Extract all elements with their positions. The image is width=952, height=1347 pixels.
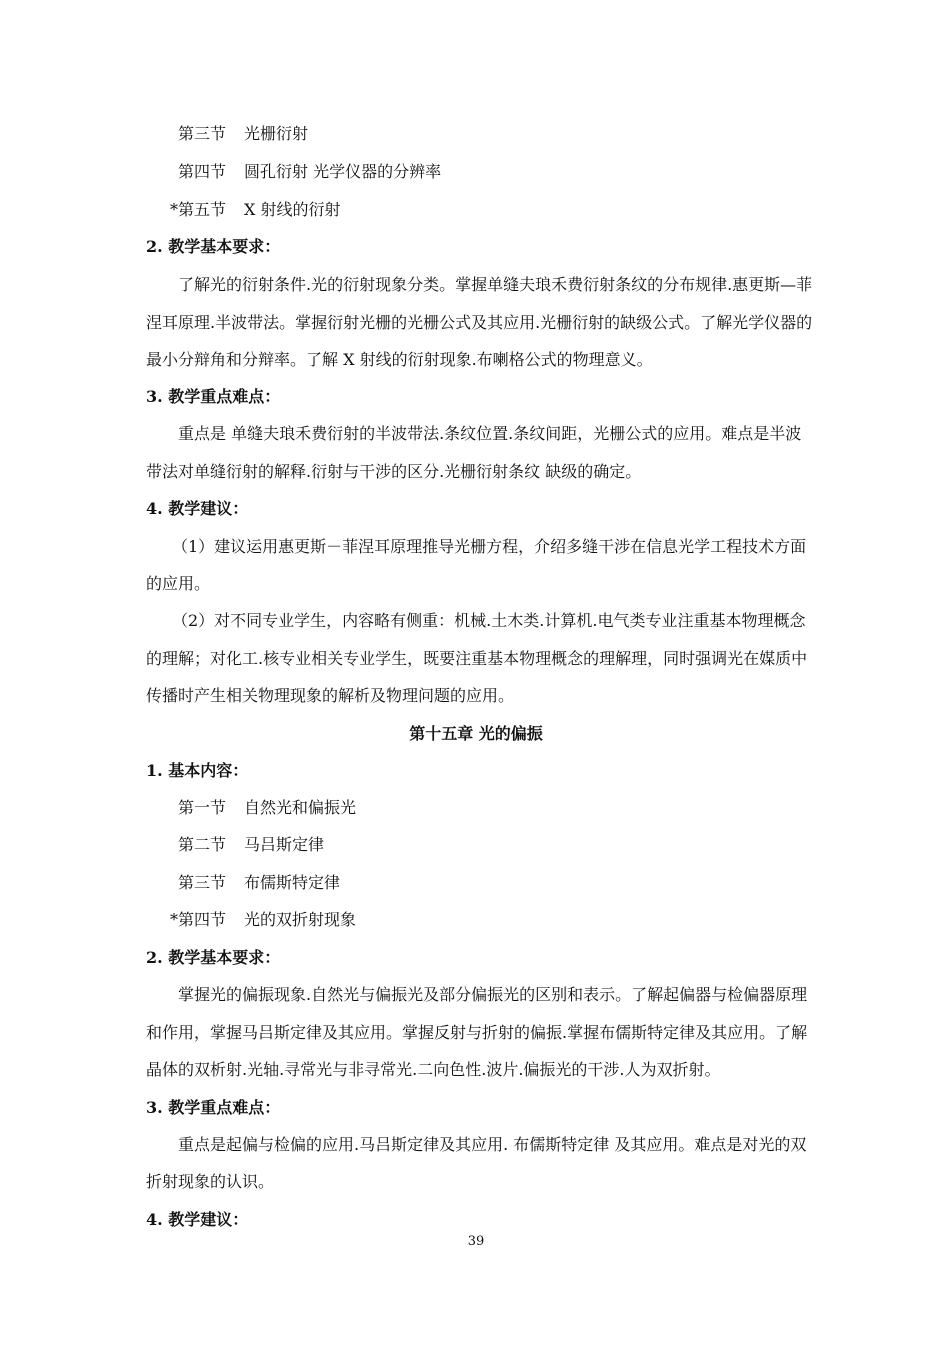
suggestions-heading: 4. 教学建议： [146, 1210, 249, 1229]
section-item [170, 910, 870, 930]
section-number: 第三节 [178, 124, 227, 143]
section-title: X 射线的衍射 [244, 200, 341, 219]
section-number: *第四节 [170, 910, 227, 929]
section-item [178, 124, 878, 144]
paragraph-line: 的应用。 [146, 574, 211, 593]
section-title: 马吕斯定律 [244, 835, 325, 854]
section-title: 圆孔衍射 光学仪器的分辨率 [244, 162, 442, 181]
content-heading: 1. 基本内容： [146, 761, 249, 780]
key-points-heading: 3. 教学重点难点： [146, 1098, 281, 1117]
paragraph-line: 的理解；对化工.核专业相关专业学生，既要注重基本物理概念的理解理，同时强调光在媒质中 [146, 649, 808, 668]
paragraph-line: （1）建议运用惠更斯－菲涅耳原理推导光栅方程，介绍多缝干涉在信息光学工程技术方面 [172, 537, 807, 556]
section-number: 第三节 [178, 873, 227, 892]
paragraph-line: 重点是起偏与检偏的应用.马吕斯定律及其应用. 布儒斯特定律 及其应用。难点是对光的双 [178, 1135, 807, 1154]
requirements-heading: 2. 教学基本要求： [146, 237, 281, 256]
paragraph-line: 掌握光的偏振现象.自然光与偏振光及部分偏振光的区别和表示。了解起偏器与检偏器原理 [178, 985, 808, 1004]
paragraph-line: 最小分辩角和分辩率。了解 X 射线的衍射现象.布喇格公式的物理意义。 [146, 350, 653, 369]
section-title: 自然光和偏振光 [244, 798, 357, 817]
section-number: 第二节 [178, 835, 227, 854]
section-item [170, 200, 870, 220]
paragraph-line: 重点是 单缝夫琅禾费衍射的半波带法.条纹位置.条纹间距，光栅公式的应用。难点是半波 [178, 424, 802, 443]
section-item [178, 873, 878, 893]
section-title: 光栅衍射 [244, 124, 309, 143]
section-number: 第一节 [178, 798, 227, 817]
paragraph-line: 折射现象的认识。 [146, 1172, 275, 1191]
section-item [178, 835, 878, 855]
paragraph-line: 传播时产生相关物理现象的解析及物理问题的应用。 [146, 686, 515, 705]
section-item [178, 798, 878, 818]
section-title: 布儒斯特定律 [244, 873, 341, 892]
paragraph-line: 晶体的双析射.光轴.寻常光与非寻常光.二向色性.波片.偏振光的干涉.人为双折射。 [146, 1060, 721, 1079]
key-points-heading: 3. 教学重点难点： [146, 387, 281, 406]
requirements-heading: 2. 教学基本要求： [146, 948, 281, 967]
section-number: 第四节 [178, 162, 227, 181]
paragraph-line: 了解光的衍射条件.光的衍射现象分类。掌握单缝夫琅禾费衍射条纹的分布规律.惠更斯—菲 [178, 275, 813, 294]
paragraph-line: 和作用，掌握马吕斯定律及其应用。掌握反射与折射的偏振.掌握布儒斯特定律及其应用。了解 [146, 1023, 808, 1042]
paragraph-line: （2）对不同专业学生，内容略有侧重：机械.土木类.计算机.电气类专业注重基本物理概念 [172, 611, 806, 630]
suggestions-heading: 4. 教学建议： [146, 499, 249, 518]
chapter-title: 第十五章 光的偏振 [409, 724, 543, 743]
section-title: 光的双折射现象 [244, 910, 357, 929]
paragraph-line: 带法对单缝衍射的解释.衍射与干涉的区分.光栅衍射条纹 缺级的确定。 [146, 462, 642, 481]
section-item [178, 162, 878, 182]
paragraph-line: 涅耳原理.半波带法。掌握衍射光栅的光栅公式及其应用.光栅衍射的缺级公式。了解光学仪器的 [146, 313, 813, 332]
section-number: *第五节 [170, 200, 227, 219]
page-number: 39 [467, 1234, 485, 1249]
